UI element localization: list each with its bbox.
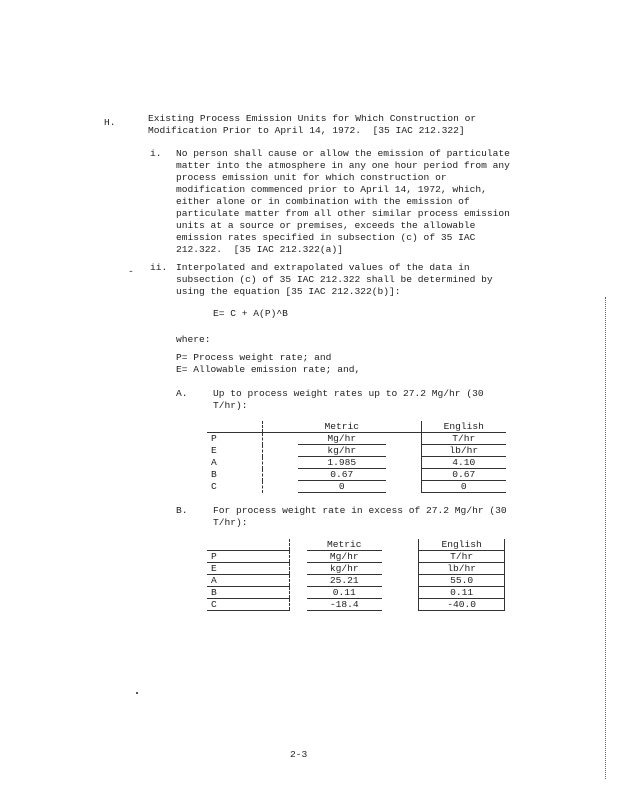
definitions xyxy=(176,352,360,376)
sub-a-label: A. xyxy=(176,388,188,399)
scan-edge-line xyxy=(605,297,606,779)
where-label: where: xyxy=(176,334,211,345)
sub-b-line: T/hr): xyxy=(213,517,248,528)
table-cell: C xyxy=(207,481,263,493)
table-cell: B xyxy=(207,469,263,481)
definition-e: E= Allowable emission rate; and, xyxy=(176,364,361,375)
item-ii-line: Interpolated and extrapolated values of the data in xyxy=(176,262,470,273)
item-i-number: i. xyxy=(150,148,162,159)
item-ii-number: ii. xyxy=(150,262,168,273)
page-number: 2-3 xyxy=(290,749,308,760)
table-cell: Mg/hr xyxy=(298,433,386,445)
section-title xyxy=(148,113,476,137)
table-cell: -40.0 xyxy=(419,599,505,611)
table-b-header-metric: Metric xyxy=(307,539,382,551)
item-i-line: particulate matter from all other similar process emission xyxy=(176,208,510,219)
sub-a-line: Up to process weight rates up to 27.2 Mg/hr (30 xyxy=(213,388,484,399)
item-i-line: matter into the atmosphere in any one hour period from any xyxy=(176,160,510,171)
sub-a-text xyxy=(213,388,484,412)
table-a-header-row xyxy=(207,421,506,433)
table-cell: 0.11 xyxy=(307,587,382,599)
table-cell: P xyxy=(207,433,263,445)
table-row xyxy=(207,433,506,445)
margin-mark: - xyxy=(128,266,134,277)
table-row xyxy=(207,445,506,457)
table-cell: 0 xyxy=(421,481,506,493)
table-cell: 55.0 xyxy=(419,575,505,587)
table-b-header-row xyxy=(207,539,505,551)
table-a xyxy=(207,421,506,493)
table-cell: 1.985 xyxy=(298,457,386,469)
table-cell: lb/hr xyxy=(419,563,505,575)
definition-p: P= Process weight rate; and xyxy=(176,352,332,363)
sub-b-text xyxy=(213,505,507,529)
item-i-line: 212.322. [35 IAC 212.322(a)] xyxy=(176,244,343,255)
table-a-header-metric: Metric xyxy=(298,421,386,433)
table-cell xyxy=(207,539,290,551)
item-i-line: process emission unit for which construction or xyxy=(176,172,447,183)
item-i-line: No person shall cause or allow the emission of particulate xyxy=(176,148,510,159)
table-cell: B xyxy=(207,587,290,599)
table-cell: lb/hr xyxy=(421,445,506,457)
table-row xyxy=(207,481,506,493)
item-i-text xyxy=(176,148,510,256)
table-cell: 0.11 xyxy=(419,587,505,599)
equation: E= C + A(P)^B xyxy=(213,308,288,319)
table-cell: C xyxy=(207,599,290,611)
item-ii-line: subsection (c) of 35 IAC 212.322 shall be determined by xyxy=(176,274,493,285)
table-cell: E xyxy=(207,445,263,457)
item-i-line: emission rates specified in subsection (c) of 35 IAC xyxy=(176,232,476,243)
table-cell xyxy=(207,421,263,433)
table-row xyxy=(207,599,505,611)
table-cell: 0.67 xyxy=(421,469,506,481)
item-i-line: units at a source or premises, exceeds the allowable xyxy=(176,220,476,231)
table-cell: Mg/hr xyxy=(307,551,382,563)
table-cell: 0.67 xyxy=(298,469,386,481)
table-cell: A xyxy=(207,457,263,469)
table-cell: P xyxy=(207,551,290,563)
item-i-line: modification commenced prior to April 14, 1972, which, xyxy=(176,184,487,195)
table-cell: kg/hr xyxy=(307,563,382,575)
section-title-line-2: Modification Prior to April 14, 1972. [35 IAC 212.322] xyxy=(148,125,465,136)
table-a-header-english: English xyxy=(421,421,506,433)
table-cell: T/hr xyxy=(421,433,506,445)
sub-b-label: B. xyxy=(176,505,188,516)
table-cell: E xyxy=(207,563,290,575)
table-cell: A xyxy=(207,575,290,587)
table-row xyxy=(207,551,505,563)
table-row xyxy=(207,563,505,575)
table-cell: 25.21 xyxy=(307,575,382,587)
table-b-header-english: English xyxy=(419,539,505,551)
table-row xyxy=(207,457,506,469)
section-title-line-1: Existing Process Emission Units for Which Construction or xyxy=(148,113,477,124)
table-row xyxy=(207,575,505,587)
table-cell: 4.10 xyxy=(421,457,506,469)
table-cell: 0 xyxy=(298,481,386,493)
table-cell: T/hr xyxy=(419,551,505,563)
table-b xyxy=(207,539,505,611)
item-ii-line: using the equation [35 IAC 212.322(b)]: xyxy=(176,286,401,297)
table-cell: kg/hr xyxy=(298,445,386,457)
scan-speck xyxy=(136,692,138,694)
table-row xyxy=(207,587,505,599)
item-ii-text xyxy=(176,262,493,298)
section-number: H. xyxy=(104,117,116,128)
sub-a-line: T/hr): xyxy=(213,400,248,411)
item-i-line: either alone or in combination with the emission of xyxy=(176,196,470,207)
sub-b-line: For process weight rate in excess of 27.2 Mg/hr (30 xyxy=(213,505,507,516)
table-row xyxy=(207,469,506,481)
table-cell: -18.4 xyxy=(307,599,382,611)
